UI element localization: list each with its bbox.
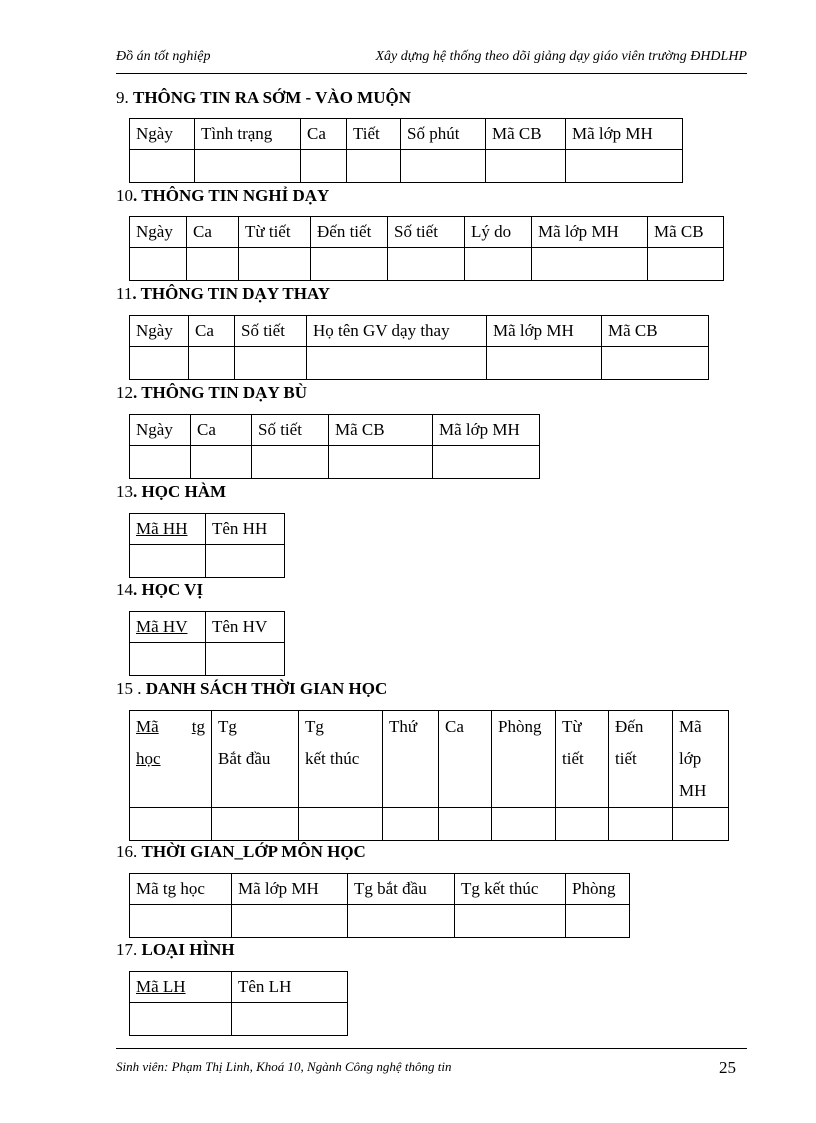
table-nghi-day [129,216,724,281]
column-header: Từ tiết [556,711,609,808]
column-header: Tiết [347,119,401,150]
column-header: Mã lớp MH [487,316,602,347]
table-header-row [130,316,709,347]
table-ra-som-vao-muon [129,118,683,183]
table-hoc-vi [129,611,285,676]
column-header: Lý do [465,217,532,248]
column-header: Mã tg học [130,874,232,905]
empty-data-row [130,808,729,841]
table-hoc-ham [129,513,285,578]
column-header: Mã CB [329,415,433,446]
section-number: 12 [116,383,133,402]
column-header-primary-key: Mã tg học [130,711,212,808]
column-header: Tên LH [232,972,348,1003]
section-title: . THÔNG TIN DẠY THAY [132,284,330,303]
section-number: 17. [116,940,138,959]
section-number: 10 [116,186,133,205]
section-title: THÔNG TIN RA SỚM - VÀO MUỘN [133,88,412,107]
section-title: . THÔNG TIN DẠY BÙ [133,383,307,402]
page-number: 25 [719,1058,736,1077]
column-header: Mã lớp MH [566,119,683,150]
column-header: Mã CB [486,119,566,150]
table-header-row [130,874,630,905]
header-left-text: Đồ án tốt nghiệp [116,49,211,64]
footer-divider [116,1048,747,1049]
table-header-row [130,217,724,248]
column-header: Phòng [492,711,556,808]
section-14-heading [116,580,203,600]
column-header: Ca [301,119,347,150]
table-day-bu [129,414,540,479]
column-header: Mã CB [602,316,709,347]
column-header: Tg Bắt đầu [212,711,299,808]
column-header: Phòng [566,874,630,905]
section-13-heading [116,482,226,502]
section-15-heading [116,679,387,699]
column-header: Đến tiết [609,711,673,808]
column-header: Ngày [130,415,191,446]
column-header: Tình trạng [195,119,301,150]
section-title: LOẠI HÌNH [141,940,235,959]
empty-data-row [130,643,285,676]
column-header-primary-key: Mã HH [130,514,206,545]
column-header-primary-key: Mã HV [130,612,206,643]
column-header: Tên HV [206,612,285,643]
table-header-row [130,612,285,643]
section-11-heading [116,284,330,304]
empty-data-row [130,905,630,938]
header-right-text: Xây dựng hệ thống theo dõi giảng dạy giáo viên trường ĐHDLHP [375,49,747,64]
column-header-primary-key: Mã LH [130,972,232,1003]
section-17-heading [116,940,235,960]
table-header-row [130,711,729,808]
section-title: . HỌC HÀM [133,482,227,501]
section-9-heading [116,88,411,108]
table-thoi-gian-lop-mon-hoc [129,873,630,938]
column-header: Mã lớp MH [232,874,348,905]
empty-data-row [130,545,285,578]
empty-data-row [130,347,709,380]
column-header: Số tiết [235,316,307,347]
column-header: Thứ [383,711,439,808]
column-header: Từ tiết [239,217,311,248]
section-title: . THÔNG TIN NGHỈ DẠY [133,186,330,205]
table-header-row [130,514,285,545]
section-12-heading [116,383,307,403]
section-number: 11 [116,284,133,303]
table-header-row [130,119,683,150]
column-header: Họ tên GV dạy thay [307,316,487,347]
column-header: Số tiết [388,217,465,248]
column-header: Ca [187,217,239,248]
empty-data-row [130,446,540,479]
table-header-row [130,415,540,446]
section-title: DANH SÁCH THỜI GIAN HỌC [145,679,388,698]
empty-data-row [130,1003,348,1036]
column-header: Tg kết thúc [299,711,383,808]
section-10-heading [116,186,329,206]
column-header: Đến tiết [311,217,388,248]
column-header: Mã CB [648,217,724,248]
section-number: 15 . [116,679,142,698]
empty-data-row [130,150,683,183]
table-loai-hinh [129,971,348,1036]
section-number: 16. [116,842,138,861]
column-header: Ca [189,316,235,347]
column-header: Tg kết thúc [455,874,566,905]
column-header: Mã lớp MH [433,415,540,446]
section-title: THỜI GIAN_LỚP MÔN HỌC [141,842,366,861]
column-header: Số phút [401,119,486,150]
column-header: Số tiết [252,415,329,446]
column-header: Ngày [130,119,195,150]
empty-data-row [130,248,724,281]
column-header: Mã lớp MH [532,217,648,248]
column-header: Ca [439,711,492,808]
table-thoi-gian-hoc [129,710,729,841]
section-number: 9. [116,88,129,107]
table-header-row [130,972,348,1003]
column-header: Mã lớp MH [673,711,729,808]
column-header: Tên HH [206,514,285,545]
section-16-heading [116,842,366,862]
section-number: 14 [116,580,133,599]
column-header: Ngày [130,316,189,347]
section-title: . HỌC VỊ [133,580,204,599]
table-day-thay [129,315,709,380]
section-number: 13 [116,482,133,501]
page-header [116,47,747,74]
column-header: Ca [191,415,252,446]
footer-student-info: Sinh viên: Phạm Thị Linh, Khoá 10, Ngành Công nghệ thông tin [116,1059,452,1074]
column-header: Ngày [130,217,187,248]
column-header: Tg bắt đầu [348,874,455,905]
